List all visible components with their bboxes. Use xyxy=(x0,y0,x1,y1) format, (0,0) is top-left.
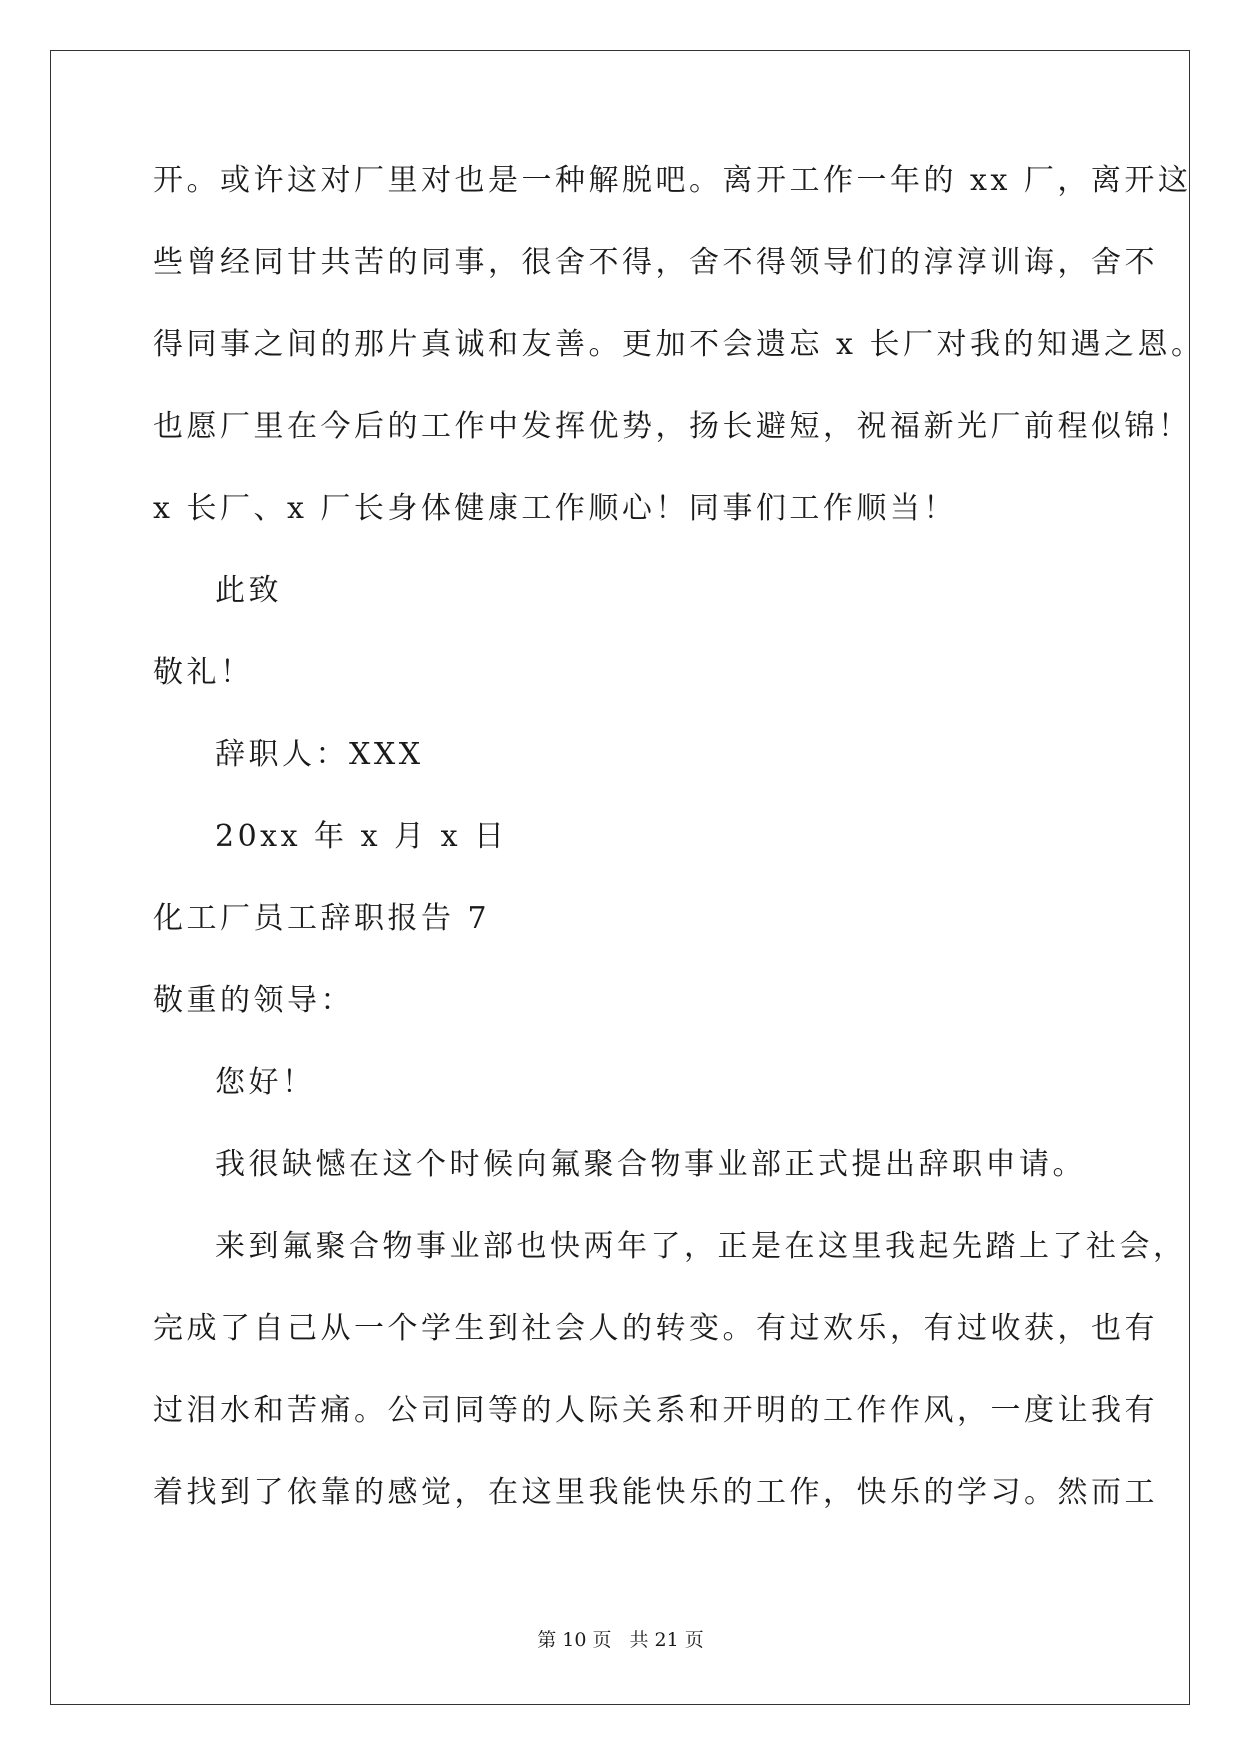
signature-name: 辞职人：XXX xyxy=(215,737,424,772)
page-footer xyxy=(0,1630,1241,1650)
text-line: 也愿厂里在今后的工作中发挥优势，扬长避短，祝福新光厂前程似锦！ xyxy=(153,409,1192,444)
greeting-hello: 您好！ xyxy=(215,1065,316,1100)
paragraph-line: 过泪水和苦痛。公司同等的人际关系和开明的工作作风，一度让我有 xyxy=(153,1393,1158,1428)
paragraph-line: 着找到了依靠的感觉，在这里我能快乐的工作，快乐的学习。然而工 xyxy=(153,1475,1158,1510)
text-line: 得同事之间的那片真诚和友善。更加不会遗忘 x 长厂对我的知遇之恩。 xyxy=(153,327,1205,362)
text-line: 些曾经同甘共苦的同事，很舍不得，舍不得领导们的淳淳训诲，舍不 xyxy=(153,245,1158,280)
document-body xyxy=(153,163,1205,1560)
paragraph-line: 来到氟聚合物事业部也快两年了，正是在这里我起先踏上了社会， xyxy=(215,1229,1187,1264)
section-title: 化工厂员工辞职报告 7 xyxy=(153,901,491,936)
signature-date: 20xx 年 x 月 x 日 xyxy=(215,819,508,854)
paragraph-line: 我很缺憾在这个时候向氟聚合物事业部正式提出辞职申请。 xyxy=(215,1147,1086,1182)
closing-salutation: 此致 xyxy=(215,573,282,608)
page-number: 第 10 页 xyxy=(537,1629,612,1651)
closing-respect: 敬礼！ xyxy=(153,655,254,690)
text-line: x 长厂、x 厂长身体健康工作顺心！同事们工作顺当！ xyxy=(153,491,957,526)
greeting-recipient: 敬重的领导： xyxy=(153,983,354,1018)
paragraph-line: 完成了自己从一个学生到社会人的转变。有过欢乐，有过收获，也有 xyxy=(153,1311,1158,1346)
page-total: 共 21 页 xyxy=(629,1629,704,1651)
text-line: 开。或许这对厂里对也是一种解脱吧。离开工作一年的 xx 厂，离开这 xyxy=(153,163,1192,198)
